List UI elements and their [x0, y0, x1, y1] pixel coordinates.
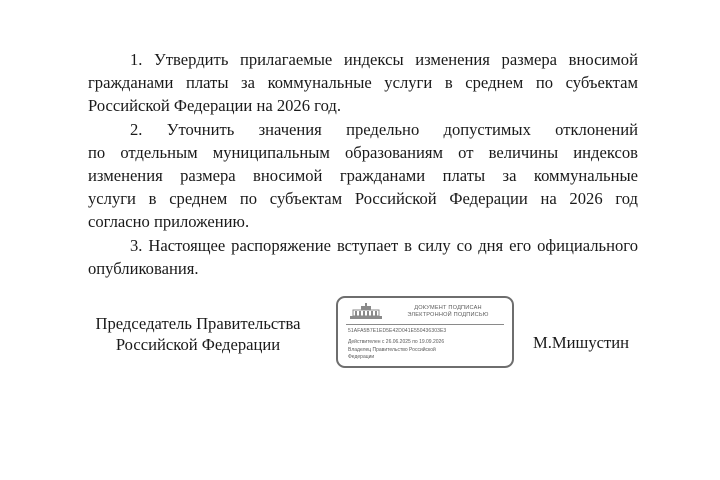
stamp-validity: Действителен с 26.06.2025 по 19.09.2026 [348, 339, 445, 345]
government-building-icon [348, 302, 384, 322]
paragraph-line: Российской Федерации на 2026 год. [88, 96, 341, 116]
paragraph-1 [88, 48, 638, 118]
stamp-owner: Федерации [348, 354, 375, 360]
paragraph-line: изменения размера вносимой гражданами платы за коммунальные [88, 166, 638, 186]
signer-position [88, 313, 308, 355]
order-text [88, 48, 638, 280]
paragraph-3 [88, 234, 638, 280]
signer-name: М.Мишустин [533, 333, 629, 352]
stamp-title [386, 305, 510, 319]
paragraph-2 [88, 118, 638, 234]
paragraph-line: гражданами платы за коммунальные услуги в среднем по субъектам [88, 73, 638, 93]
signer-position-line: Российской Федерации [115, 335, 281, 354]
stamp-owner: Владелец Правительство Российской [348, 347, 436, 353]
paragraph-line: 3. Настоящее распоряжение вступает в силу со дня его официального [130, 235, 638, 255]
paragraph-line: согласно приложению. [88, 212, 250, 232]
paragraph-line: опубликования. [88, 258, 199, 278]
electronic-signature-stamp [336, 296, 514, 368]
stamp-certificate: 51AFA5B7E1ED5E42D041E550436303E3 [348, 328, 447, 334]
signer-position-line: Председатель Правительства [95, 314, 301, 333]
stamp-divider [346, 324, 504, 325]
paragraph-line: по отдельным муниципальным образованиям от величины индексов [88, 142, 638, 162]
paragraph-line: 1. Утвердить прилагаемые индексы изменения размера вносимой [130, 50, 638, 69]
stamp-title-line: ЭЛЕКТРОННОЙ ПОДПИСЬЮ [407, 311, 489, 318]
stamp-title-line: ДОКУМЕНТ ПОДПИСАН [414, 305, 482, 311]
paragraph-line: 2. Уточнить значения предельно допустимых отклонений [130, 119, 638, 139]
paragraph-line: услуги в среднем по субъектам Российской Федерации на 2026 год [88, 189, 638, 209]
